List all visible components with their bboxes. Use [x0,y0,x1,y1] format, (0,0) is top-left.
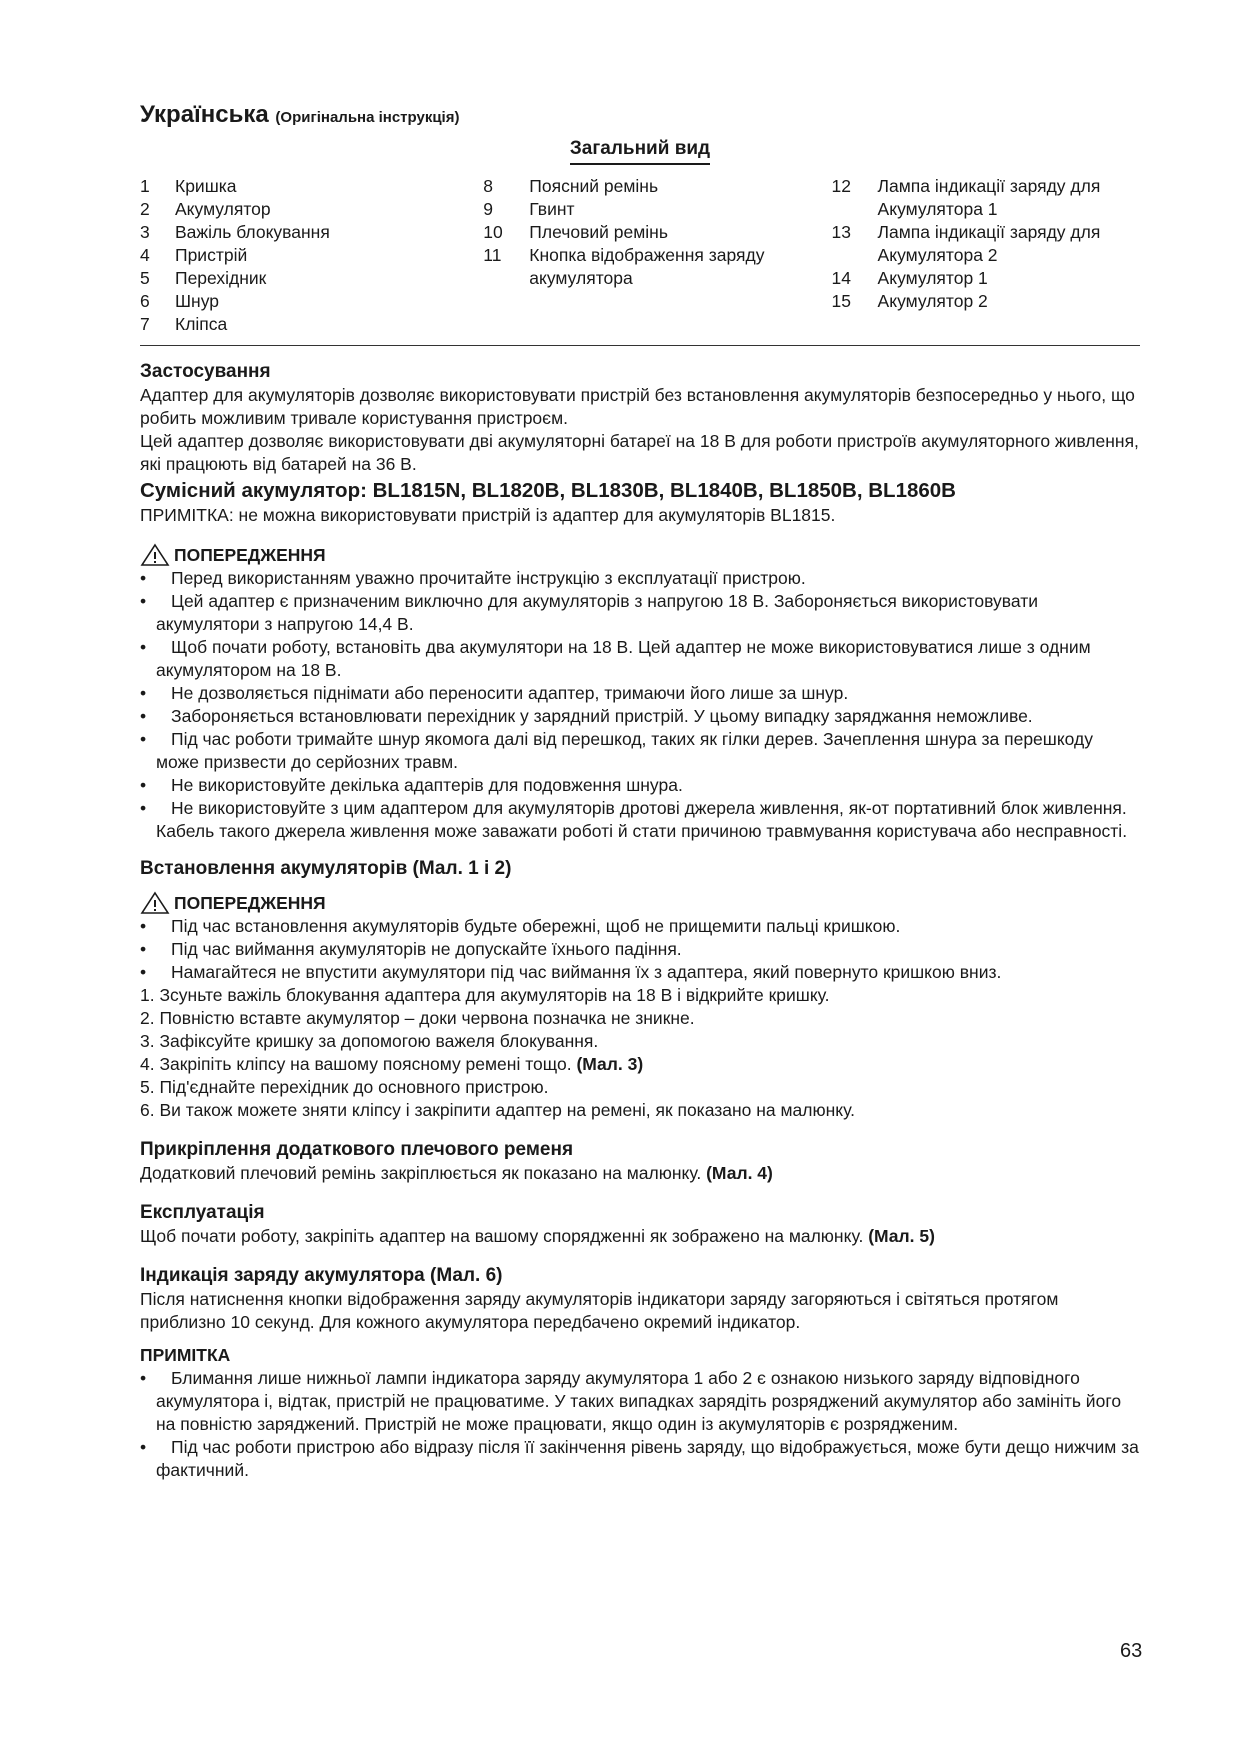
language-title: Українська [140,101,269,128]
part-item: 4 Пристрій [140,245,248,265]
part-item: 1 Кришка [140,176,237,196]
part-item: 12 Лампа індикації заряду для Акумулятора 1 [831,176,1101,219]
list-item: • Не дозволяється піднімати або переносити адаптер, тримаючи його лише за шнур. [140,682,1140,705]
install-heading: Встановлення акумуляторів (Мал. 1 і 2) [140,858,512,879]
list-item: • Під час виймання акумуляторів не допускайте їхнього падіння. [140,938,1140,961]
list-item: • Цей адаптер є призначеним виключно для акумуляторів з напругою 18 В. Забороняється використовувати акумулятори з напругою 14,4 В. [140,590,1140,636]
part-item: 5 Перехідник [140,268,267,288]
part-item: 6 Шнур [140,291,219,311]
warning-heading: ПОПЕРЕДЖЕННЯ [140,543,1140,567]
part-item: 11 Кнопка відображення заряду акумулятора [483,245,765,288]
language-subtitle: (Оригінальна інструкція) [275,109,460,126]
document-page [140,100,1140,1482]
step-item: 4. Закріпіть кліпсу на вашому поясному ремені тощо. (Мал. 3) [140,1054,644,1074]
list-item: • Не використовуйте з цим адаптером для акумуляторів дротові джерела живлення, як-от портативний блок живлення. Кабель такого джерела живлення може заважати роботі й стати причиною травмування користувача або несправності. [140,797,1140,843]
part-item: 9 Гвинт [483,199,575,219]
part-item: 13 Лампа індикації заряду для Акумулятора 2 [831,222,1101,265]
strap-text: Додатковий плечовий ремінь закріплюється як показано на малюнку. (Мал. 4) [140,1163,773,1183]
indication-text: Після натиснення кнопки відображення заряду акумуляторів індикатори заряду загоряються і світяться протягом приблизно 10 секунд. Для кожного акумулятора передбачено окремий індикатор. [140,1289,1059,1332]
list-item: • Під час встановлення акумуляторів будьте обережні, щоб не прищемити пальці кришкою. [140,915,1140,938]
part-item: 10 Плечовий ремінь [483,222,668,242]
usage-paragraph-1: Адаптер для акумуляторів дозволяє використовувати пристрій без встановлення акумуляторів безпосередньо у нього, що робить можливим тривале користування пристроєм. [140,385,1135,428]
list-item: • Під час роботи пристрою або відразу після її закінчення рівень заряду, що відображується, може бути дещо нижчим за фактичний. [140,1436,1140,1482]
part-item: 14 Акумулятор 1 [831,268,988,288]
warning-list [140,567,1140,843]
section-divider [140,345,1140,346]
list-item: • Забороняється встановлювати перехідник у зарядний пристрій. У цьому випадку заряджання неможливе. [140,705,1140,728]
parts-column-3 [832,175,1140,336]
list-item: • Не використовуйте декілька адаптерів для подовження шнура. [140,774,1140,797]
step-item: 3. Зафіксуйте кришку за допомогою важеля блокування. [140,1031,599,1051]
part-item: 2 Акумулятор [140,199,271,219]
part-item: 3 Важіль блокування [140,222,330,242]
list-item: • Намагайтеся не впустити акумулятори під час виймання їх з адаптера, який повернуто кришкою вниз. [140,961,1140,984]
parts-column-2 [483,175,831,336]
list-item: • Блимання лише нижньої лампи індикатора заряду акумулятора 1 або 2 є ознакою низького заряду відповідного акумулятора і, відтак, пристрій не працюватиме. У таких випадках зарядіть розряджений акумулятор або замініть його на повністю заряджений. Пристрій не може працювати, якщо один із акумуляторів є розрядженим. [140,1367,1140,1436]
page-number: 63 [1120,1640,1143,1662]
operation-text: Щоб почати роботу, закріпіть адаптер на вашому спорядженні як зображено на малюнку. (Мал. 5) [140,1226,935,1246]
part-item: 15 Акумулятор 2 [831,291,988,311]
operation-heading: Експлуатація [140,1202,265,1223]
overview-title: Загальний вид [140,137,1140,165]
list-item: • Під час роботи тримайте шнур якомога далі від перешкод, таких як гілки дерев. Зачеплення шнура за перешкоду може призвести до серйозних травм. [140,728,1140,774]
install-steps [140,984,1140,1122]
install-warning-list [140,915,1140,984]
usage-note: ПРИМІТКА: не можна використовувати пристрій із адаптер для акумуляторів BL1815. [140,505,836,525]
indication-heading: Індикація заряду акумулятора (Мал. 6) [140,1265,503,1286]
warning-triangle-icon [140,543,170,567]
step-item: 1. Зсуньте важіль блокування адаптера для акумуляторів на 18 В і відкрийте кришку. [140,985,830,1005]
note-heading: ПРИМІТКА [140,1345,231,1365]
warning-triangle-icon [140,891,170,915]
language-heading [140,100,1140,133]
strap-heading: Прикріплення додаткового плечового ременя [140,1139,574,1160]
warning-heading: ПОПЕРЕДЖЕННЯ [140,891,1140,915]
usage-heading: Застосування [140,361,271,382]
list-item: • Щоб почати роботу, встановіть два акумулятори на 18 В. Цей адаптер не може використовуватися лише з одним акумулятором на 18 В. [140,636,1140,682]
usage-paragraph-2: Цей адаптер дозволяє використовувати дві акумуляторні батареї на 18 В для роботи пристроїв акумуляторного живлення, які працюють від батарей на 36 В. [140,431,1139,474]
compatible-battery-heading: Сумісний акумулятор: BL1815N, BL1820B, BL1830B, BL1840B, BL1850B, BL1860B [140,479,956,502]
parts-list [140,175,1140,336]
note-list [140,1367,1140,1482]
step-item: 6. Ви також можете зняти кліпсу і закріпити адаптер на ремені, як показано на малюнку. [140,1100,856,1120]
part-item: 7 Кліпса [140,314,228,334]
list-item: • Перед використанням уважно прочитайте інструкцію з експлуатації пристрою. [140,567,1140,590]
part-item: 8 Поясний ремінь [483,176,659,196]
step-item: 5. Під'єднайте перехідник до основного пристрою. [140,1077,549,1097]
parts-column-1 [140,175,483,336]
step-item: 2. Повністю вставте акумулятор – доки червона позначка не зникне. [140,1008,695,1028]
